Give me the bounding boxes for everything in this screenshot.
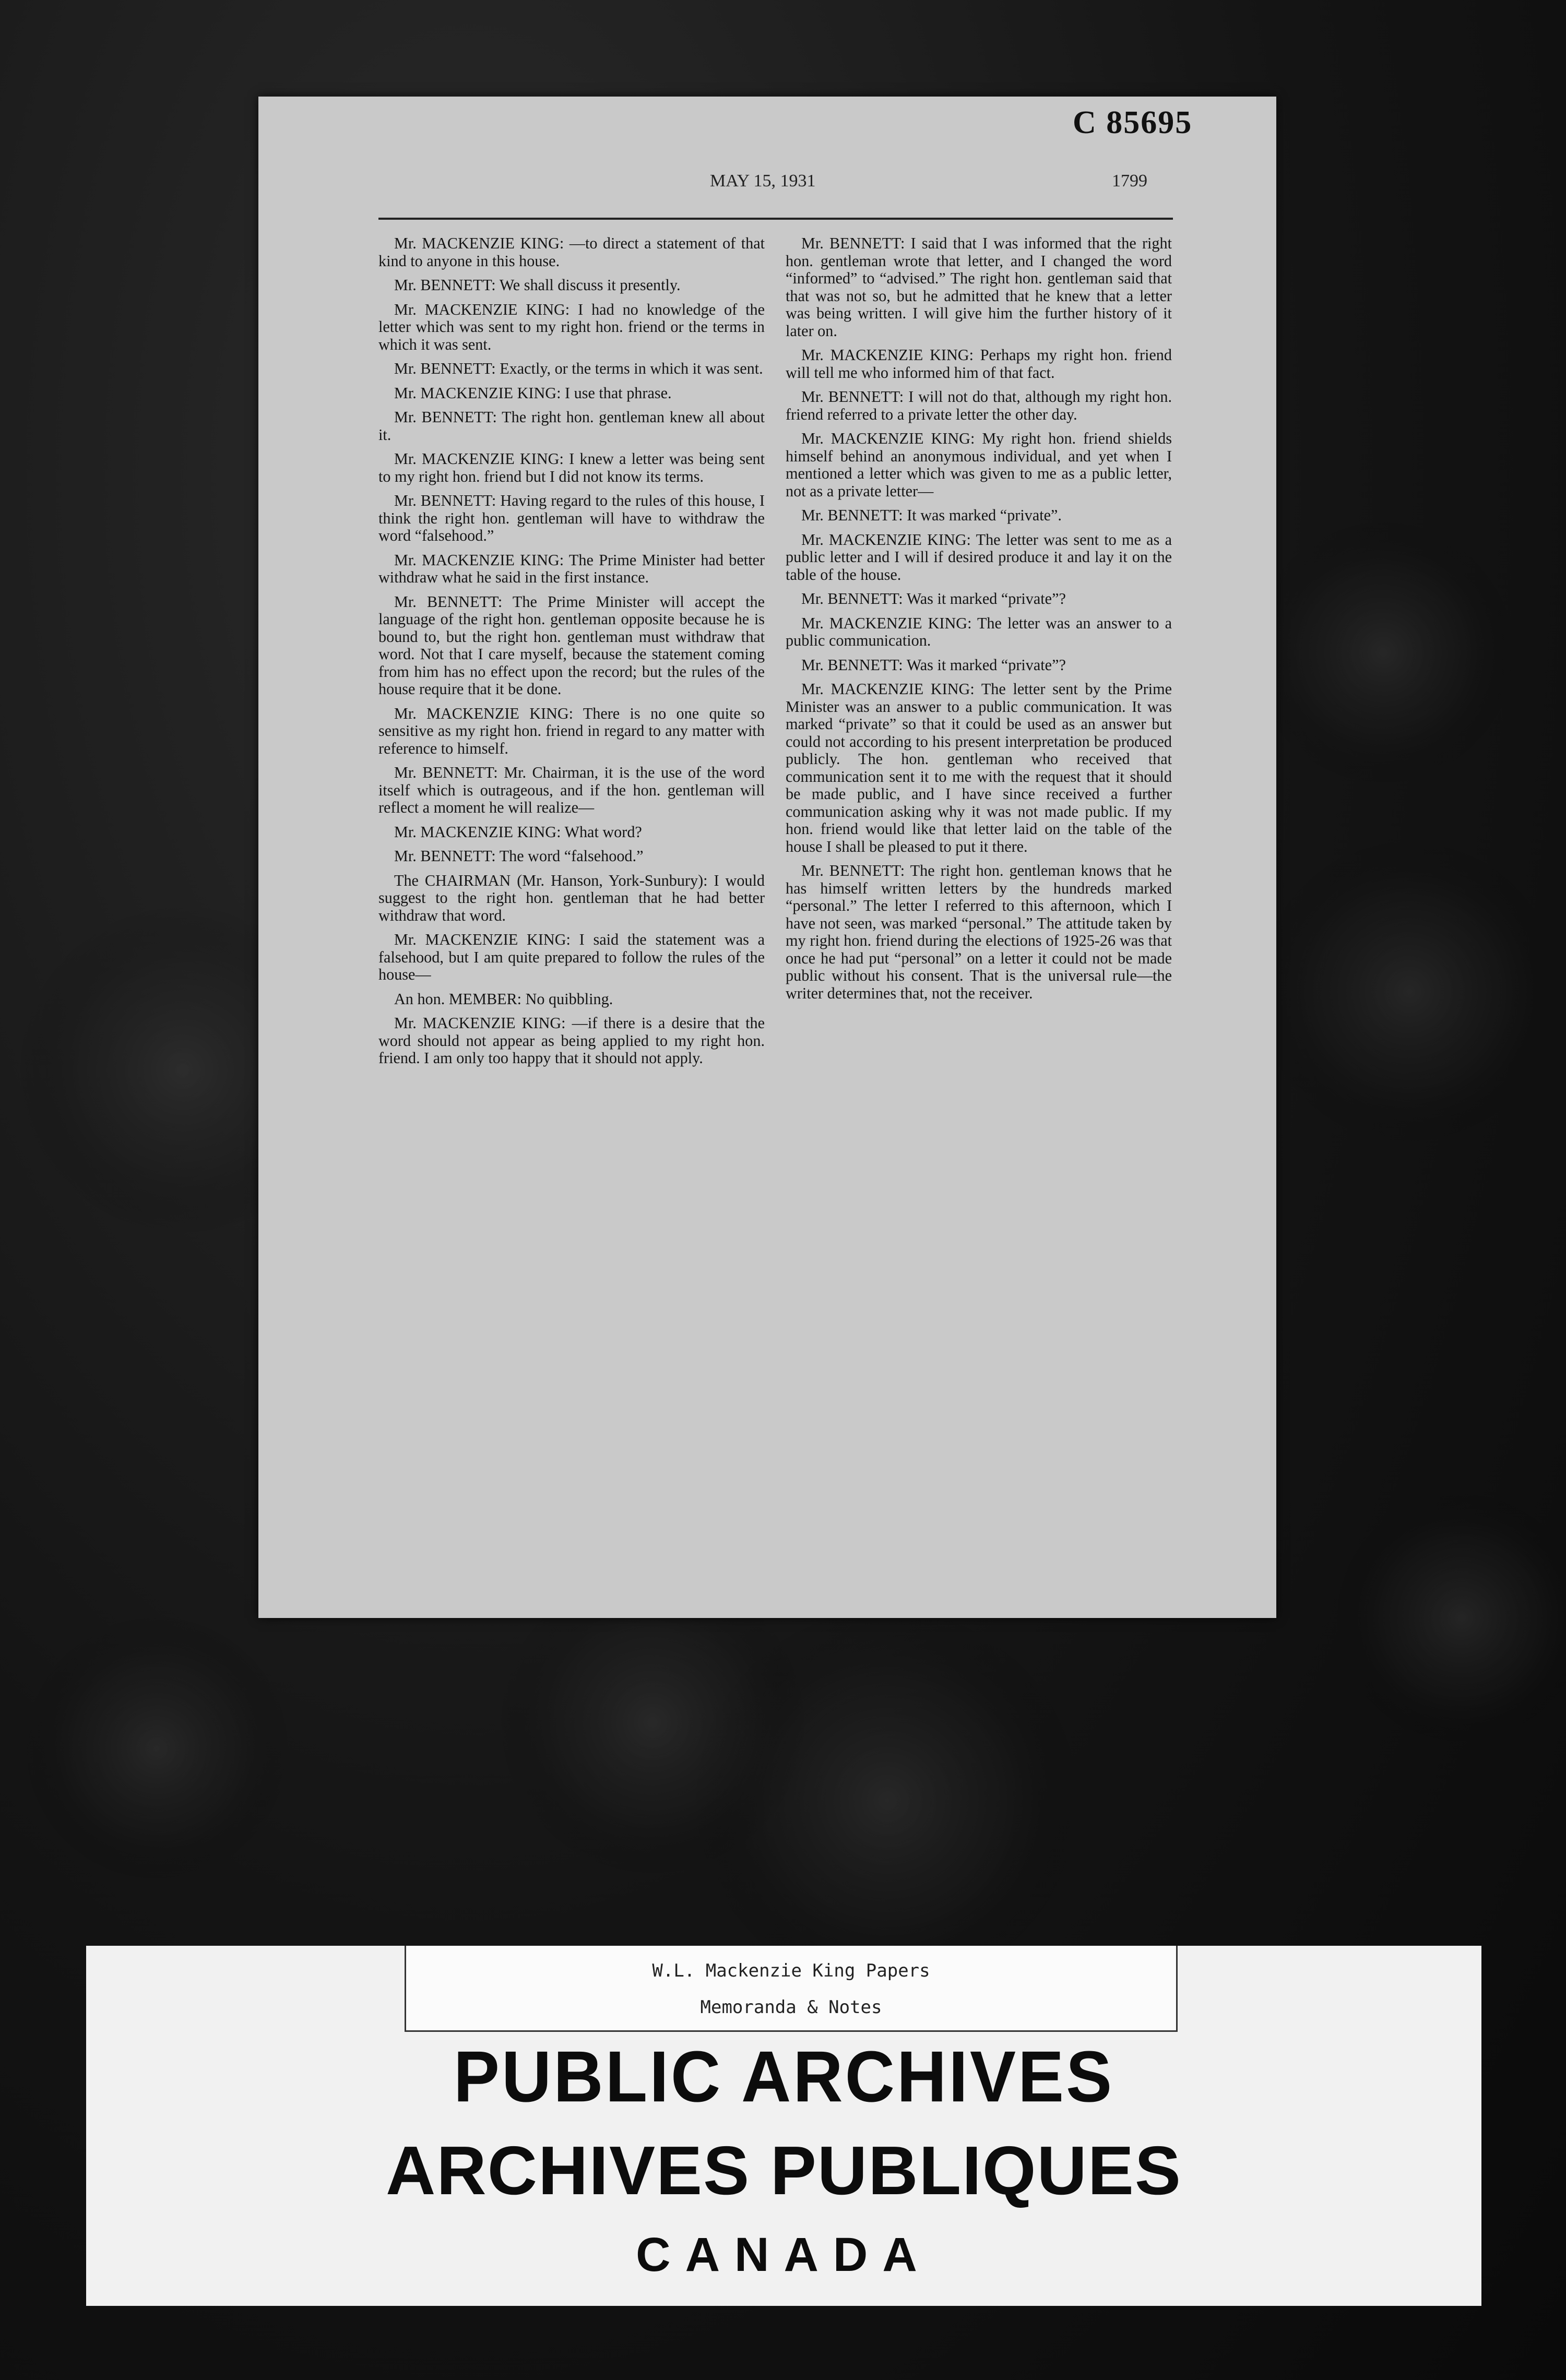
paragraph: Mr. BENNETT: I said that I was informed that the right hon. gentleman wrote that letter, and I changed the word “informed” to “advised.” The right hon. gentleman said that that was not so, but he admitted that he knew that a letter was being written. I will give him the further history of it later on. — [786, 234, 1172, 340]
paragraph: Mr. BENNETT: Having regard to the rules of this house, I think the right hon. gentleman will have to withdraw the word “falsehood.” — [378, 492, 765, 544]
paragraph: Mr. MACKENZIE KING: The letter sent by the Prime Minister was an answer to a public communication. It was marked “private” so that it could be used as an answer but could not according to his present interpretation be produced publicly. The hon. gentleman who received that communication sent it to me with the request that it should be made public, and I have since received a further communication asking why it was not made public. If my hon. friend would like that letter laid on the table of the house I shall be pleased to put it there. — [786, 680, 1172, 855]
paragraph: Mr. MACKENZIE KING: There is no one quite so sensitive as my right hon. friend in regard to any matter with reference to himself. — [378, 704, 765, 757]
paragraph: Mr. BENNETT: Was it marked “private”? — [801, 590, 1066, 608]
page-number: 1799 — [1112, 171, 1147, 191]
left-column — [378, 235, 765, 1074]
paragraph: Mr. MACKENZIE KING: I use that phrase. — [394, 384, 672, 402]
paragraph: Mr. BENNETT: Exactly, or the terms in which it was sent. — [394, 360, 763, 377]
paragraph: An hon. MEMBER: No quibbling. — [394, 990, 613, 1008]
paragraph: Mr. BENNETT: The Prime Minister will accept the language of the right hon. gentleman opposite because he is bound to, but the right hon. gentleman must withdraw that word. Not that I care myself, because the statement coming from him has no effect upon the record; but the rules of the house require that it be done. — [378, 592, 765, 698]
paragraph: Mr. MACKENZIE KING: The letter was an answer to a public communication. — [786, 614, 1172, 649]
page-date: MAY 15, 1931 — [710, 171, 816, 191]
collection-label — [405, 1946, 1178, 2032]
paragraph: Mr. BENNETT: The word “falsehood.” — [394, 847, 644, 865]
paragraph: Mr. MACKENZIE KING: Perhaps my right hon. friend will tell me who informed him of that fact. — [786, 346, 1172, 382]
reference-number: C 85695 — [1073, 105, 1193, 140]
paragraph: Mr. BENNETT: I will not do that, although my right hon. friend referred to a private letter the other day. — [786, 388, 1172, 423]
paragraph: Mr. BENNETT: The right hon. gentleman knows that he has himself written letters by the hundreds marked “personal.” The letter I referred to this afternoon, which I have not seen, was marked “personal.” The attitude taken by my right hon. friend during the elections of 1925-26 was that once he had put “personal” on a letter it could not be made public without his consent. That is the universal rule—the writer determines that, not the receiver. — [786, 862, 1172, 1002]
archive-title-en: PUBLIC ARCHIVES — [453, 2036, 1114, 2117]
paragraph: Mr. BENNETT: It was marked “private”. — [801, 506, 1062, 524]
paragraph: The CHAIRMAN (Mr. Hanson, York-Sunbury): I would suggest to the right hon. gentleman that he had better withdraw that word. — [378, 871, 765, 924]
archive-title-fr: ARCHIVES PUBLIQUES — [386, 2132, 1182, 2209]
collection-name: W.L. Mackenzie King Papers — [652, 1960, 930, 1981]
paragraph: Mr. MACKENZIE KING: I knew a letter was being sent to my right hon. friend but I did not know its terms. — [378, 450, 765, 485]
archive-country: CANADA — [636, 2228, 932, 2281]
paragraph: Mr. MACKENZIE KING: —if there is a desire that the word should not appear as being applied to my right hon. friend. I am only too happy that it should not apply. — [378, 1014, 765, 1067]
paragraph: Mr. MACKENZIE KING: My right hon. friend shields himself behind an anonymous individual, and yet when I mentioned a letter which was given to me as a public letter, not as a private letter— — [786, 430, 1172, 500]
archive-label-strip — [86, 1946, 1481, 2306]
paragraph: Mr. MACKENZIE KING: The letter was sent to me as a public letter and I will if desired produce it and lay it on the table of the house. — [786, 530, 1172, 584]
header-rule — [378, 218, 1173, 220]
paragraph: Mr. MACKENZIE KING: I said the statement was a falsehood, but I am quite prepared to follow the rules of the house— — [378, 931, 765, 983]
paragraph: Mr. BENNETT: We shall discuss it presently. — [394, 276, 681, 294]
paragraph: Mr. MACKENZIE KING: I had no knowledge of the letter which was sent to my right hon. friend or the terms in which it was sent. — [378, 300, 765, 353]
paragraph: Mr. MACKENZIE KING: The Prime Minister had better withdraw what he said in the first instance. — [378, 551, 765, 586]
series-name: Memoranda & Notes — [700, 1997, 882, 2018]
right-column — [786, 235, 1172, 1009]
paragraph: Mr. BENNETT: Was it marked “private”? — [801, 656, 1066, 674]
paragraph: Mr. MACKENZIE KING: What word? — [394, 823, 642, 841]
paragraph: Mr. BENNETT: Mr. Chairman, it is the use of the word itself which is outrageous, and if the hon. gentleman will reflect a moment he will realize— — [378, 764, 765, 816]
paragraph: Mr. MACKENZIE KING: —to direct a statement of that kind to anyone in this house. — [378, 234, 765, 270]
paragraph: Mr. BENNETT: The right hon. gentleman knew all about it. — [378, 408, 765, 444]
